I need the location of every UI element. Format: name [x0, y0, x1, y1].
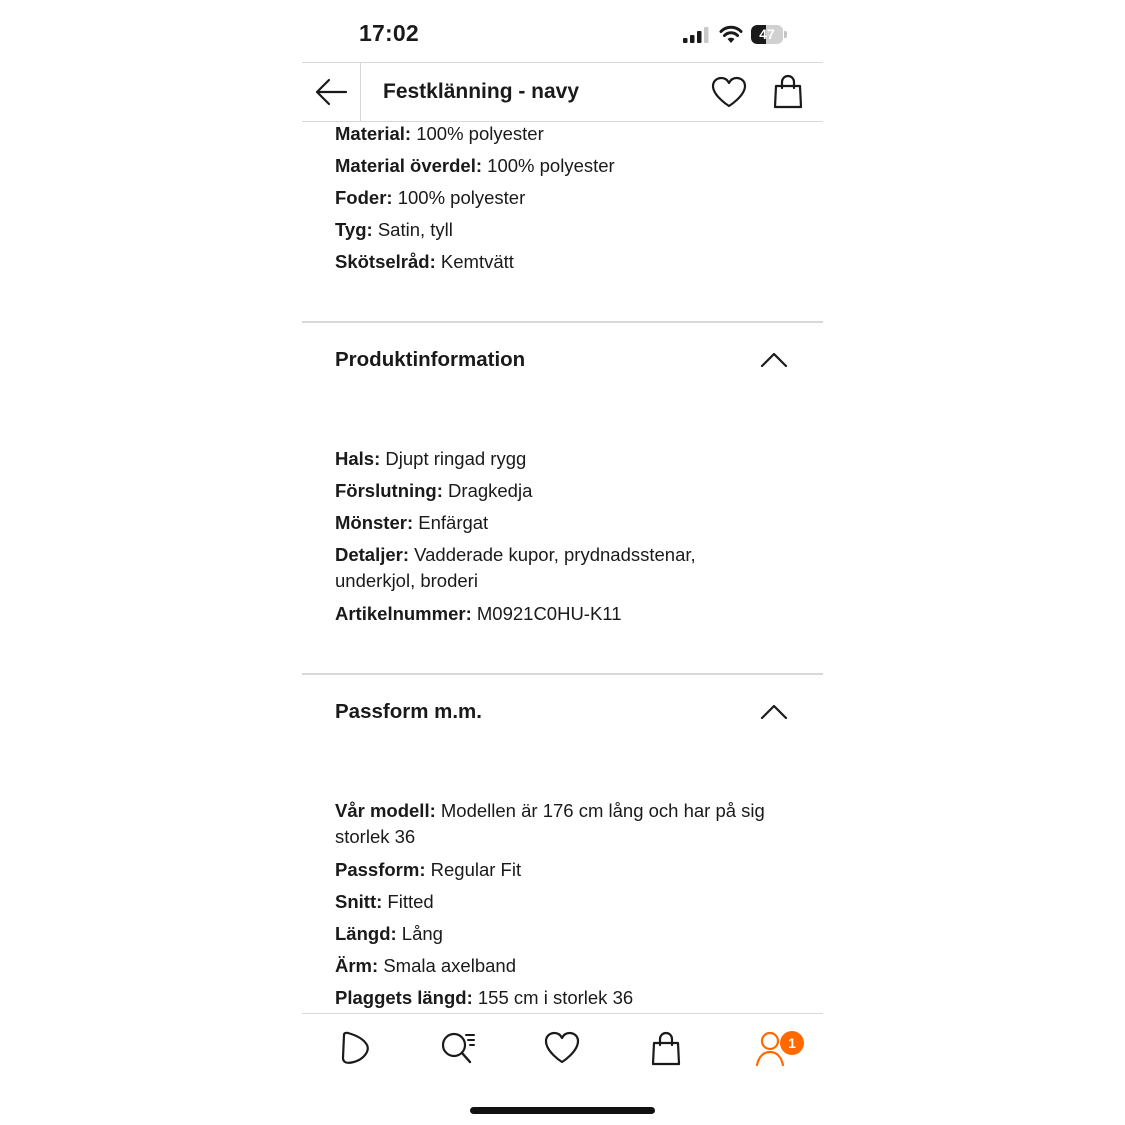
- spec-pattern: [335, 510, 795, 536]
- spec-value-continued: storlek 36: [335, 826, 416, 847]
- spec-care: [335, 249, 795, 275]
- spec-label: Hals:: [335, 448, 381, 469]
- spec-material: [335, 121, 795, 147]
- spec-value: M0921C0HU-K11: [476, 603, 622, 624]
- nav-search[interactable]: [438, 1028, 478, 1068]
- spec-label: Material överdel:: [335, 155, 483, 176]
- spec-value: Dragkedja: [448, 480, 533, 501]
- nav-wishlist[interactable]: [542, 1028, 582, 1068]
- nav-home[interactable]: [335, 1028, 375, 1068]
- page-title: Festklänning - navy: [383, 80, 580, 103]
- arrow-left-icon: [314, 77, 348, 107]
- product-details-scroll[interactable]: [302, 121, 823, 1014]
- cellular-signal-icon: [683, 27, 709, 43]
- top-app-bar: [302, 62, 823, 122]
- battery-level: 47: [759, 26, 775, 42]
- spec-material-upper: [335, 153, 795, 179]
- spec-label: Tyg:: [335, 219, 373, 240]
- spec-value: Modellen är 176 cm lång och har på sig: [440, 800, 765, 821]
- spec-value: Kemtvätt: [440, 251, 514, 272]
- chevron-up-icon: [760, 703, 788, 721]
- spec-neck: [335, 446, 795, 472]
- spec-value: Djupt ringad rygg: [385, 448, 527, 469]
- status-time: 17:02: [359, 20, 419, 46]
- bottom-navigation: [302, 1013, 823, 1086]
- spec-label: Foder:: [335, 187, 393, 208]
- battery-icon: [751, 25, 787, 44]
- spec-our-model: [335, 798, 795, 850]
- spec-value: Lång: [401, 923, 443, 944]
- wishlist-button[interactable]: [710, 75, 748, 109]
- product-info-toggle[interactable]: [302, 331, 823, 391]
- cart-button[interactable]: [772, 74, 804, 110]
- spec-value-continued: underkjol, broderi: [335, 570, 478, 591]
- spec-details: [335, 542, 795, 594]
- spec-value: Enfärgat: [418, 512, 489, 533]
- spec-value: 155 cm i storlek 36: [477, 987, 634, 1008]
- spec-label: Passform:: [335, 859, 426, 880]
- home-play-icon: [335, 1028, 375, 1068]
- spec-cut: [335, 889, 795, 915]
- chevron-up-icon: [760, 351, 788, 369]
- spec-sleeve: [335, 953, 795, 979]
- spec-label: Mönster:: [335, 512, 414, 533]
- fit-info-toggle[interactable]: [302, 683, 823, 743]
- spec-lining: [335, 185, 795, 211]
- heart-icon: [710, 75, 748, 109]
- spec-label: Förslutning:: [335, 480, 443, 501]
- spec-fit: [335, 857, 795, 883]
- spec-value: 100% polyester: [397, 187, 526, 208]
- heart-icon: [542, 1028, 582, 1068]
- spec-garment-length: [335, 985, 795, 1011]
- spec-label: Ärm:: [335, 955, 379, 976]
- spec-value: Vadderade kupor, prydnadsstenar,: [414, 544, 696, 565]
- divider: [302, 321, 823, 323]
- spec-label: Skötselråd:: [335, 251, 436, 272]
- spec-value: 100% polyester: [487, 155, 615, 176]
- spec-label: Längd:: [335, 923, 397, 944]
- spec-value: Fitted: [387, 891, 434, 912]
- spec-value: Regular Fit: [430, 859, 522, 880]
- spec-closure: [335, 478, 795, 504]
- spec-value: Satin, tyll: [377, 219, 453, 240]
- spec-value: 100% polyester: [416, 123, 544, 144]
- spec-label: Plaggets längd:: [335, 987, 473, 1008]
- spec-label: Vår modell:: [335, 800, 436, 821]
- home-indicator[interactable]: [470, 1107, 655, 1114]
- search-icon: [438, 1028, 478, 1068]
- back-button[interactable]: [302, 63, 361, 121]
- phone-screen: [302, 0, 823, 1125]
- status-bar: [302, 0, 823, 62]
- shopping-bag-icon: [646, 1028, 686, 1068]
- wifi-icon: [719, 24, 743, 44]
- shopping-bag-icon: [772, 74, 804, 110]
- profile-notification-badge: 1: [780, 1031, 804, 1055]
- spec-value: Smala axelband: [383, 955, 516, 976]
- spec-article-number: [335, 601, 795, 627]
- section-title: Passform m.m.: [335, 700, 482, 723]
- spec-label: Material:: [335, 123, 412, 144]
- nav-cart[interactable]: [646, 1028, 686, 1068]
- spec-label: Snitt:: [335, 891, 383, 912]
- spec-fabric: [335, 217, 795, 243]
- spec-length: [335, 921, 795, 947]
- section-title: Produktinformation: [335, 348, 526, 371]
- spec-label: Detaljer:: [335, 544, 410, 565]
- divider: [302, 673, 823, 675]
- spec-label: Artikelnummer:: [335, 603, 472, 624]
